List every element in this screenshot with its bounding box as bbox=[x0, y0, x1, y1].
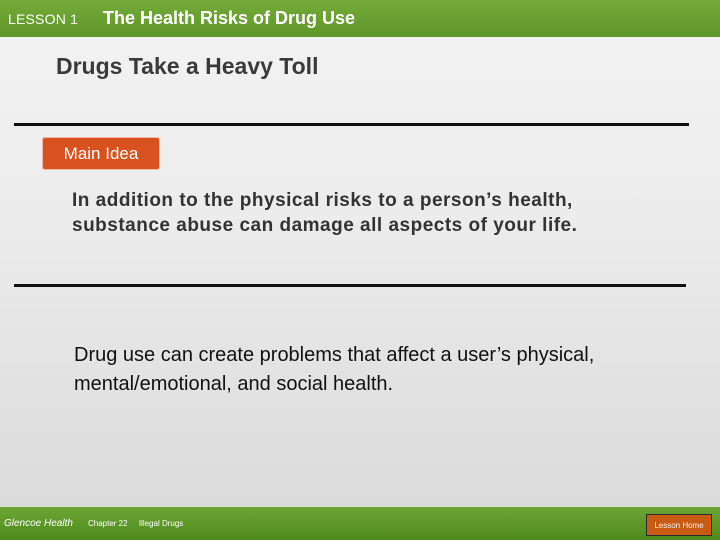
slide-title: Drugs Take a Heavy Toll bbox=[56, 53, 319, 79]
lesson-header-bar bbox=[0, 0, 720, 37]
main-idea-badge: Main Idea bbox=[42, 137, 160, 170]
lesson-title: The Health Risks of Drug Use bbox=[103, 8, 356, 28]
footer-chapter-number: Chapter 22 bbox=[88, 519, 128, 528]
footer-bar bbox=[0, 507, 720, 540]
top-divider bbox=[14, 123, 689, 126]
lesson-number: LESSON 1 bbox=[8, 11, 79, 27]
footer-chapter-info bbox=[88, 519, 183, 528]
lesson-home-button[interactable]: Lesson Home bbox=[646, 514, 712, 536]
bottom-divider bbox=[14, 284, 686, 287]
footer-brand: Glencoe Health bbox=[4, 518, 73, 529]
body-text: Drug use can create problems that affect a user’s physical, mental/emotional, and social health. bbox=[74, 344, 595, 395]
footer-chapter-title: Illegal Drugs bbox=[138, 519, 184, 528]
main-idea-text: In addition to the physical risks to a person’s health, substance abuse can damage all aspects of your life. bbox=[72, 190, 578, 236]
